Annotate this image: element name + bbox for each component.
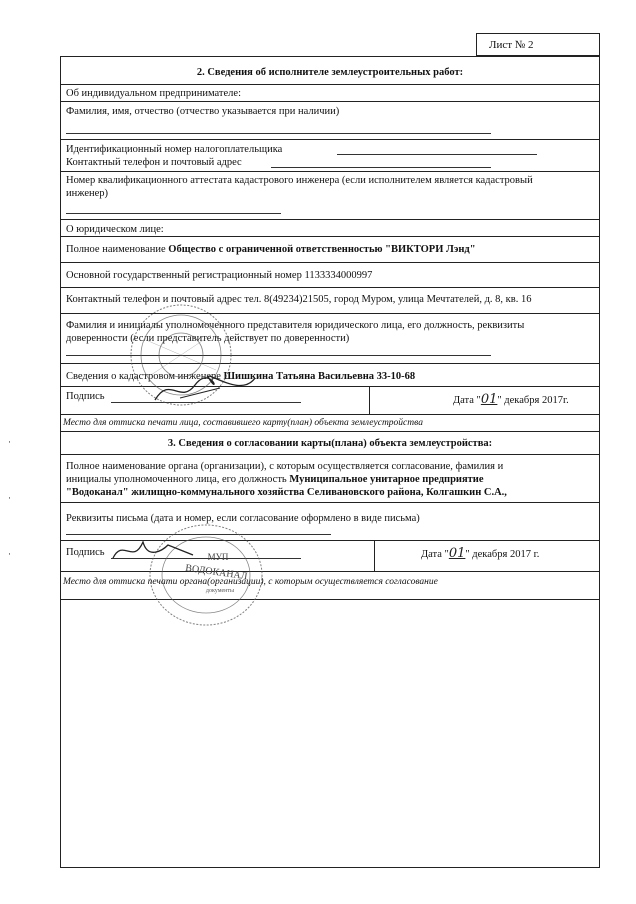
phone-label: Контактный телефон и почтовый адрес — [66, 157, 242, 168]
fio-underline — [66, 133, 491, 134]
phone-underline — [271, 167, 491, 168]
date-suffix: " декабря 2017г. — [497, 395, 569, 406]
divider — [61, 454, 599, 455]
margin-mark: · — [8, 549, 11, 559]
rep-label-2: доверенности (если представитель действует по доверенности) — [66, 333, 350, 344]
section2-title: 2. Сведения об исполнителе землеустроительных работ: — [196, 67, 464, 78]
ogrn-value: 1133334000997 — [304, 270, 373, 281]
contact-value: тел. 8(49234)21505, город Муром, улица Мечтателей, д. 8, кв. 16 — [244, 294, 532, 305]
cert-label-1: Номер квалификационного аттестата кадастрового инженера (если исполнителем является кадастровый — [66, 175, 533, 186]
org-value-2: "Водоканал" жилищно-коммунального хозяйства Селивановского района, Колгашкин С.А., — [66, 487, 507, 498]
signature-label-2: Подпись — [66, 547, 105, 558]
cert-label-2: инженер) — [66, 188, 109, 199]
section3-title: 3. Сведения о согласовании карты(плана) объекта землеустройства: — [167, 438, 493, 449]
form-table — [60, 56, 600, 868]
divider — [369, 386, 370, 414]
divider — [61, 219, 599, 220]
date-day: 01 — [480, 392, 498, 407]
margin-mark: · — [8, 437, 11, 447]
date-prefix-2: Дата " — [421, 549, 449, 560]
stamp-note-2: Место для оттиска печати органа(организации), с которым осуществляется согласование — [63, 577, 438, 587]
date-day-2: 01 — [448, 546, 466, 561]
date-prefix: Дата " — [453, 395, 481, 406]
sheet-number: Лист № 2 — [476, 33, 600, 56]
org-label-2: инициалы уполномоченного лица, его должность — [66, 474, 287, 485]
fio-label: Фамилия, имя, отчество (отчество указывается при наличии) — [66, 106, 340, 117]
divider — [61, 599, 599, 600]
divider — [61, 236, 599, 237]
divider — [374, 540, 375, 571]
signature-label: Подпись — [66, 391, 105, 402]
divider — [61, 414, 599, 415]
rep-label-1: Фамилия и инициалы уполномоченного представителя юридического лица, его должность, реквизиты — [66, 320, 525, 331]
divider — [61, 84, 599, 85]
divider — [61, 571, 599, 572]
inn-label: Идентификационный номер налогоплательщика — [66, 144, 283, 155]
ip-label: Об индивидуальном предпринимателе: — [66, 88, 241, 99]
contact-label: Контактный телефон и почтовый адрес — [66, 294, 242, 305]
fullname-value: Общество с ограниченной ответственностью "ВИКТОРИ Лэнд" — [168, 244, 476, 255]
engineer-value: Шишкина Татьяна Васильевна 33-10-68 — [223, 371, 416, 382]
legal-label: О юридическом лице: — [66, 224, 164, 235]
ogrn-label: Основной государственный регистрационный номер — [66, 270, 302, 281]
divider — [61, 431, 599, 432]
inn-underline — [337, 154, 537, 155]
engineer-label: Сведения о кадастровом инженере — [66, 371, 221, 382]
divider — [61, 139, 599, 140]
cert-underline — [66, 213, 281, 214]
divider — [61, 287, 599, 288]
divider — [61, 262, 599, 263]
org-label-1: Полное наименование органа (организации), с которым осуществляется согласование, фамилия и — [66, 461, 504, 472]
date-suffix-2: " декабря 2017 г. — [465, 549, 540, 560]
divider — [61, 502, 599, 503]
engineer-signature-icon — [150, 370, 260, 410]
letter-label: Реквизиты письма (дата и номер, если согласование оформлено в виде письма) — [66, 513, 420, 524]
agreement-signature-icon — [108, 530, 198, 570]
fullname-label: Полное наименование — [66, 244, 166, 255]
divider — [61, 171, 599, 172]
divider — [61, 101, 599, 102]
stamp-vodokanal: ВОДОКАНАЛ — [184, 562, 249, 583]
org-value-1: Муниципальное унитарное предприятие — [289, 474, 484, 485]
margin-mark: · — [8, 493, 11, 503]
stamp-documents: документы — [205, 588, 235, 594]
stamp-note: Место для оттиска печати лица, составившего карту(план) объекта землеустройства — [63, 418, 423, 428]
stamp-mup: МУП — [207, 552, 229, 562]
